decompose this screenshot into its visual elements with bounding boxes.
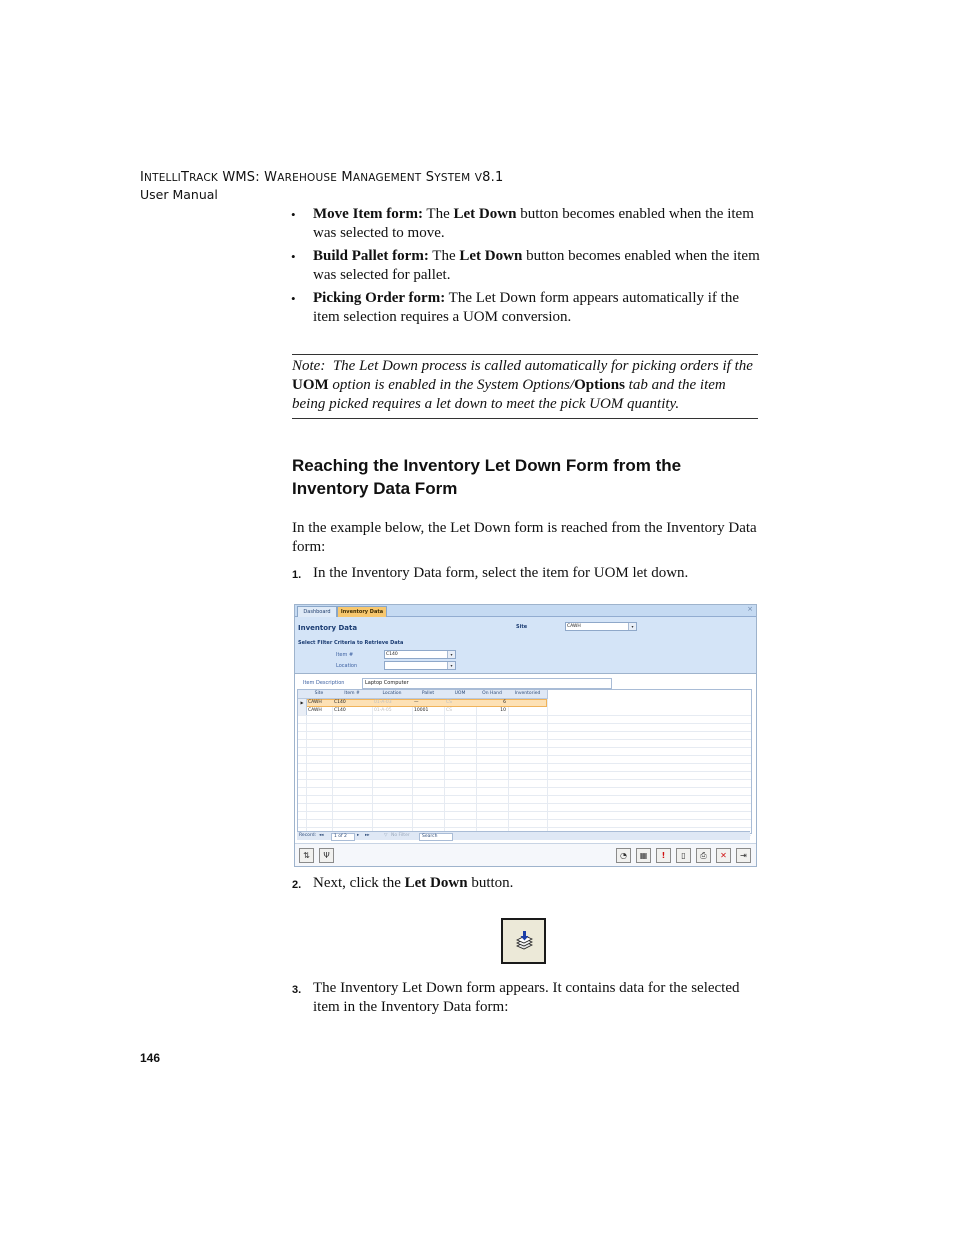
tab-inventory-data[interactable]: Inventory Data [337,606,387,617]
let-down-icon [503,920,544,962]
page-number: 146 [140,1051,161,1065]
section-heading: Reaching the Inventory Let Down Form from the Inventory Data Form [292,456,682,498]
inventory-grid [297,689,752,834]
grid-line [298,827,751,828]
print-icon[interactable]: ⎙ [696,848,711,863]
column-header[interactable]: On Hand [476,690,509,699]
grid-line [298,747,751,748]
grid-line [298,771,751,772]
step-text: The Inventory Let Down form appears. It contains data for the selected item in the Inventory Data form: [313,980,740,1015]
grid-icon[interactable]: ▦ [636,848,651,863]
grid-line [298,715,751,716]
table-cell[interactable]: CAWH [308,700,322,705]
column-header[interactable]: Inventoried [508,690,548,699]
first-record-icon[interactable]: ◂◂ [319,833,324,838]
header-text-segment: M [337,170,353,185]
item-select[interactable] [384,650,456,659]
bullet-term: Build Pallet form: [313,248,429,264]
record-position-field[interactable]: 1 of 2 [331,833,355,841]
table-cell[interactable]: C140 [334,708,346,713]
column-header[interactable]: Item # [332,690,373,699]
bullet-icon: • [291,291,296,306]
form-toolbar [295,843,756,867]
table-cell[interactable]: 10 [500,708,506,713]
column-header[interactable]: UOM [444,690,477,699]
let-down-button[interactable] [501,918,546,964]
bullet-icon: • [291,207,296,222]
inventory-data-screenshot [294,604,757,867]
form-tab-bar [295,605,756,617]
header-text-segment: T [180,170,190,185]
header-text-segment: NTELLI [144,172,181,184]
bullet-bold: Let Down [459,248,523,264]
record-navigation-bar [297,831,750,840]
no-filter-label[interactable]: No Filter [391,833,410,838]
table-cell[interactable]: — [414,700,419,705]
grid-line [298,819,751,820]
grid-line [298,723,751,724]
note-text: tab and the item being picked requires a let down to meet the pick UOM quantity. [292,377,726,412]
table-cell[interactable] [509,699,547,707]
row-selector[interactable] [298,707,307,715]
header-text-segment: WMS: W [218,170,278,185]
header-text-segment: AREHOUSE [277,172,338,184]
site-select[interactable] [565,622,637,631]
grid-line [298,779,751,780]
column-header[interactable]: Site [306,690,333,699]
filter-heading: Select Filter Criteria to Retrieve Data [298,640,404,646]
grid-line [298,755,751,756]
header-text-segment: I [140,170,145,185]
item-description-field[interactable]: Laptop Computer [362,678,612,689]
grid-line [298,795,751,796]
chevron-down-icon[interactable]: ▾ [447,662,455,669]
bullet-text: The [422,206,454,222]
bullet-bold: Let Down [453,206,517,222]
step-text: button. [467,875,514,891]
item-value: C140 [386,652,398,657]
note-bold: Options [574,377,625,393]
location-label: Location [336,663,358,669]
row-selector-arrow-icon[interactable]: ▶ [298,699,307,707]
column-header[interactable]: Pallet [412,690,445,699]
note-label: Note: [292,358,326,374]
table-cell[interactable] [509,707,547,715]
last-record-icon[interactable]: ▸▸ [365,833,370,838]
grid-line [298,763,751,764]
header-text-segment: V [474,172,483,184]
step-number: 3. [292,984,302,996]
column-header[interactable]: Location [372,690,413,699]
bullet-term: Picking Order form: [313,290,446,306]
running-header-title [140,170,503,185]
search-input[interactable]: Search [419,833,453,841]
delete-icon[interactable]: ✕ [716,848,731,863]
alert-icon[interactable]: ! [656,848,671,863]
refresh-icon[interactable]: ◔ [616,848,631,863]
filter-toggle-icon[interactable]: Ψ [319,848,334,863]
exit-icon[interactable]: ⇥ [736,848,751,863]
step-number: 2. [292,879,302,891]
header-text-segment: S [421,170,435,185]
table-cell[interactable]: 01-A-03 [374,700,392,705]
grid-line [298,803,751,804]
tab-dashboard[interactable]: Dashboard [297,606,337,617]
site-label: Site [516,624,528,630]
bullet-icon: • [291,249,296,264]
table-cell[interactable]: CS [446,708,452,713]
header-text-segment: 8.1 [482,170,504,185]
bullet-text: The Let Down form appears automatically if the item selection requires a UOM conversion. [313,290,739,325]
table-cell[interactable]: CAWH [308,708,322,713]
header-text-segment: YSTEM [434,172,471,184]
table-cell[interactable]: C140 [334,700,346,705]
step-text: In the Inventory Data form, select the item for UOM let down. [313,565,689,581]
preview-icon[interactable]: ▯ [676,848,691,863]
chevron-down-icon[interactable]: ▾ [628,623,636,630]
item-description-label: Item Description [303,680,345,686]
step-bold: Let Down [404,875,468,891]
header-text-segment: ANAGEMENT [352,172,422,184]
form-title: Inventory Data [298,624,358,632]
step-number: 1. [292,569,302,581]
running-header-subtitle: User Manual [140,187,218,202]
note-bold: UOM [292,377,329,393]
bullet-text: button becomes enabled when the item was selected for pallet. [313,248,760,283]
header-text-segment: RACK [189,172,218,184]
next-record-icon[interactable]: ▸ [357,833,360,838]
step-text: Next, click the [313,875,405,891]
table-cell[interactable]: 10001 [414,708,429,713]
close-icon[interactable]: × [747,605,753,613]
note-box [292,354,758,419]
bullet-text: The [428,248,460,264]
filter-panel [295,617,756,674]
record-label: Record: [299,833,317,838]
bullet-text: button becomes enabled when the item was selected to move. [313,206,754,241]
note-text: The Let Down process is called automatically for picking orders if the [332,358,753,374]
note-text: option is enabled in the System Options/ [328,377,575,393]
sort-icon[interactable]: ⇅ [299,848,314,863]
grid-line [298,787,751,788]
grid-line [298,811,751,812]
location-select[interactable] [384,661,456,670]
chevron-down-icon[interactable]: ▾ [447,651,455,658]
table-cell[interactable]: 6 [503,700,506,705]
grid-line [298,739,751,740]
item-label: Item # [336,652,354,658]
table-cell[interactable]: 01-A-05 [374,708,392,713]
grid-line [298,731,751,732]
intro-paragraph: In the example below, the Let Down form is reached from the Inventory Data form: [292,520,757,555]
table-cell[interactable]: CS [446,700,452,705]
bullet-term: Move Item form: [313,206,423,222]
site-value: CAWH [567,624,581,629]
filter-icon[interactable]: ▽ [384,833,388,838]
